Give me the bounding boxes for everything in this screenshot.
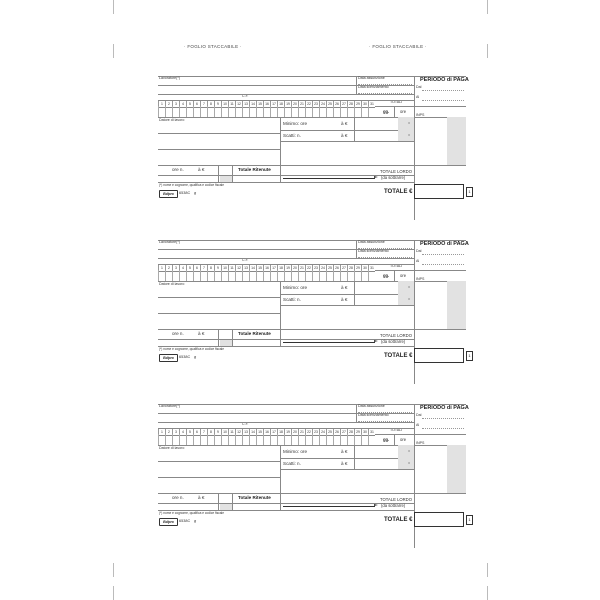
day-cell: 14 bbox=[249, 429, 256, 435]
day-cell: 26 bbox=[333, 101, 340, 107]
day-cell: 1 bbox=[158, 101, 165, 107]
equals-sign: = bbox=[408, 449, 411, 453]
day-cell: 18 bbox=[277, 101, 284, 107]
brand-logo: Edipro bbox=[159, 190, 178, 198]
hours-cell[interactable] bbox=[277, 270, 284, 281]
minimum-hours-label: Minimo: ore bbox=[283, 121, 307, 126]
hours-cell[interactable] bbox=[172, 106, 179, 117]
hours-unit-label: ore bbox=[400, 109, 407, 114]
hours-cell[interactable] bbox=[242, 270, 249, 281]
to-label: Al bbox=[416, 95, 420, 99]
hours-cell[interactable] bbox=[200, 434, 207, 445]
worker-label: Lavoratore(*) bbox=[159, 404, 180, 408]
hours-cell[interactable] bbox=[221, 270, 228, 281]
hours-cell[interactable] bbox=[298, 434, 305, 445]
hours-cell[interactable] bbox=[207, 106, 214, 117]
worker-label: Lavoratore(*) bbox=[159, 76, 180, 80]
day-cell: 17 bbox=[270, 101, 277, 107]
increments-rate-label: à € bbox=[341, 133, 348, 138]
day-cell: 18 bbox=[277, 429, 284, 435]
day-cell: 27 bbox=[340, 101, 347, 107]
crop-mark bbox=[113, 586, 114, 600]
day-cell: 10 bbox=[221, 101, 228, 107]
day-cell: 24 bbox=[319, 101, 326, 107]
day-cell: 15 bbox=[256, 429, 263, 435]
hours-cell[interactable] bbox=[249, 270, 256, 281]
hire-date-label: Data assunzione bbox=[358, 76, 385, 80]
day-cell: 12 bbox=[235, 265, 242, 271]
hours-cell[interactable] bbox=[319, 106, 326, 117]
day-cell: 7 bbox=[200, 101, 207, 107]
day-cell: 30 bbox=[361, 429, 368, 435]
crop-mark bbox=[487, 0, 488, 14]
hours-cell[interactable] bbox=[333, 106, 340, 117]
form-code: 6538C bbox=[179, 191, 191, 195]
day-cell: 28 bbox=[347, 101, 354, 107]
page-number-box bbox=[466, 515, 473, 525]
termination-date-label: Data licenziamento bbox=[358, 85, 389, 89]
subtract-label: (da sottrarre) bbox=[381, 175, 406, 180]
days-unit-label: gg. bbox=[383, 109, 390, 114]
brand-logo: Edipro bbox=[159, 518, 178, 526]
hours-cell[interactable] bbox=[340, 270, 347, 281]
day-cell: 4 bbox=[179, 101, 186, 107]
day-cell: 10 bbox=[221, 429, 228, 435]
increments-label: Scatti: n. bbox=[283, 133, 301, 138]
termination-date-label: Data licenziamento bbox=[358, 413, 389, 417]
form-code-suffix: g bbox=[194, 355, 197, 359]
day-cell: 31 bbox=[368, 429, 375, 435]
gross-total-label: TOTALE LORDO bbox=[380, 169, 412, 174]
hours-cell[interactable] bbox=[200, 270, 207, 281]
hours-cell[interactable] bbox=[361, 434, 368, 445]
day-cell: 3 bbox=[172, 429, 179, 435]
hours-cell[interactable] bbox=[235, 106, 242, 117]
day-cell: 17 bbox=[270, 265, 277, 271]
hours-cell[interactable] bbox=[326, 106, 333, 117]
day-cell: 23 bbox=[312, 265, 319, 271]
increments-label: Scatti: n. bbox=[283, 297, 301, 302]
day-cell: 24 bbox=[319, 265, 326, 271]
hours-cell[interactable] bbox=[305, 270, 312, 281]
hours-count-label: ore n. bbox=[172, 495, 184, 500]
hours-cell[interactable] bbox=[298, 106, 305, 117]
hours-cell[interactable] bbox=[291, 106, 298, 117]
day-cell: 26 bbox=[333, 429, 340, 435]
day-cell: 11 bbox=[228, 429, 235, 435]
day-cell: 5 bbox=[186, 265, 193, 271]
hours-cell[interactable] bbox=[263, 106, 270, 117]
employer-label: Datore di lavoro bbox=[159, 118, 185, 122]
day-cell: 17 bbox=[270, 429, 277, 435]
day-cell: 22 bbox=[305, 101, 312, 107]
net-total-label: TOTALE € bbox=[384, 189, 413, 195]
day-cell: 8 bbox=[207, 429, 214, 435]
hours-cell[interactable] bbox=[354, 434, 361, 445]
hours-cell[interactable] bbox=[158, 434, 165, 445]
day-cell: 13 bbox=[242, 101, 249, 107]
hours-cell[interactable] bbox=[277, 434, 284, 445]
total-deductions-label: Totale Ritenute bbox=[238, 495, 271, 500]
hire-date-label: Data assunzione bbox=[358, 240, 385, 244]
inps-label: INPS bbox=[416, 441, 425, 445]
hours-cell[interactable] bbox=[354, 106, 361, 117]
day-cell: 5 bbox=[186, 429, 193, 435]
day-cell: 4 bbox=[179, 429, 186, 435]
day-cell: 10 bbox=[221, 265, 228, 271]
hours-cell[interactable] bbox=[256, 434, 263, 445]
hours-cell[interactable] bbox=[172, 434, 179, 445]
hours-cell[interactable] bbox=[228, 434, 235, 445]
page-number-box bbox=[466, 187, 473, 197]
form-code-suffix: g bbox=[194, 191, 197, 195]
minimum-hours-label: Minimo: ore bbox=[283, 285, 307, 290]
footnote: (*) nome e cognome, qualifica e codice fiscale bbox=[159, 347, 225, 351]
day-cell: 16 bbox=[263, 101, 270, 107]
day-cell: 14 bbox=[249, 101, 256, 107]
employer-label: Datore di lavoro bbox=[159, 446, 185, 450]
net-total-box[interactable] bbox=[414, 184, 464, 199]
hours-rate-label: à € bbox=[198, 495, 205, 500]
arrow bbox=[283, 506, 375, 507]
hours-cell[interactable] bbox=[221, 106, 228, 117]
termination-date-label: Data licenziamento bbox=[358, 249, 389, 253]
arrow-head bbox=[374, 176, 378, 178]
from-label: Dal bbox=[416, 249, 422, 253]
day-cell: 25 bbox=[326, 429, 333, 435]
day-cell: 21 bbox=[298, 265, 305, 271]
form-code: 6538C bbox=[179, 355, 191, 359]
day-cell: 31 bbox=[368, 265, 375, 271]
crop-mark bbox=[487, 586, 488, 600]
hours-cell[interactable] bbox=[333, 270, 340, 281]
hours-cell[interactable] bbox=[193, 270, 200, 281]
minimum-rate-label: à € bbox=[341, 449, 348, 454]
increments-label: Scatti: n. bbox=[283, 461, 301, 466]
day-cell: 6 bbox=[193, 265, 200, 271]
hours-cell[interactable] bbox=[207, 434, 214, 445]
tear-off-label-right: · FOGLIO STACCABILE · bbox=[369, 44, 427, 49]
arrow bbox=[283, 178, 375, 179]
pay-slip bbox=[158, 402, 471, 552]
day-cell: 2 bbox=[165, 265, 172, 271]
day-cell: 1 bbox=[158, 265, 165, 271]
day-cell: 21 bbox=[298, 429, 305, 435]
day-cell: 23 bbox=[312, 429, 319, 435]
day-cell: 18 bbox=[277, 265, 284, 271]
footnote: (*) nome e cognome, qualifica e codice fiscale bbox=[159, 183, 225, 187]
day-cell: 30 bbox=[361, 265, 368, 271]
day-cell: 21 bbox=[298, 101, 305, 107]
day-cell: 25 bbox=[326, 265, 333, 271]
page-number-box bbox=[466, 351, 473, 361]
hours-cell[interactable] bbox=[165, 106, 172, 117]
day-cell: 2 bbox=[165, 101, 172, 107]
inps-label: INPS bbox=[416, 277, 425, 281]
day-cell: 29 bbox=[354, 101, 361, 107]
day-cell: 22 bbox=[305, 265, 312, 271]
crop-mark bbox=[113, 0, 114, 14]
hours-cell[interactable] bbox=[249, 106, 256, 117]
hours-cell[interactable] bbox=[312, 106, 319, 117]
hours-cell[interactable] bbox=[179, 270, 186, 281]
hours-cell[interactable] bbox=[333, 434, 340, 445]
tax-code-label: C.F. bbox=[242, 422, 249, 426]
hours-cell[interactable] bbox=[284, 434, 291, 445]
from-label: Dal bbox=[416, 413, 422, 417]
tax-code-label: C.F. bbox=[242, 94, 249, 98]
hours-cell[interactable] bbox=[179, 434, 186, 445]
footnote: (*) nome e cognome, qualifica e codice fiscale bbox=[159, 511, 225, 515]
arrow bbox=[283, 342, 375, 343]
day-cell: 26 bbox=[333, 265, 340, 271]
day-cell: 7 bbox=[200, 429, 207, 435]
pay-slip bbox=[158, 238, 471, 388]
tear-off-label-left: · FOGLIO STACCABILE · bbox=[184, 44, 242, 49]
day-cell: 5 bbox=[186, 101, 193, 107]
day-cell: 28 bbox=[347, 429, 354, 435]
hours-cell[interactable] bbox=[284, 270, 291, 281]
hours-cell[interactable] bbox=[214, 106, 221, 117]
day-cell: 2 bbox=[165, 429, 172, 435]
arrow-head bbox=[374, 340, 378, 342]
pay-slip bbox=[158, 74, 471, 224]
days-unit-label: gg. bbox=[383, 437, 390, 442]
day-cell: 9 bbox=[214, 429, 221, 435]
day-cell: 20 bbox=[291, 429, 298, 435]
hours-cell[interactable] bbox=[158, 270, 165, 281]
hours-cell[interactable] bbox=[214, 434, 221, 445]
day-cell: 3 bbox=[172, 101, 179, 107]
hours-cell[interactable] bbox=[228, 270, 235, 281]
hours-cell[interactable] bbox=[347, 434, 354, 445]
hours-cell[interactable] bbox=[186, 434, 193, 445]
hours-cell[interactable] bbox=[179, 106, 186, 117]
hours-cell[interactable] bbox=[291, 270, 298, 281]
hours-cell[interactable] bbox=[165, 434, 172, 445]
hours-cell[interactable] bbox=[291, 434, 298, 445]
minimum-rate-label: à € bbox=[341, 285, 348, 290]
hours-cell[interactable] bbox=[193, 434, 200, 445]
day-cell: 6 bbox=[193, 101, 200, 107]
hours-unit-label: ore bbox=[400, 273, 407, 278]
hours-cell[interactable] bbox=[214, 270, 221, 281]
gross-total-label: TOTALE LORDO bbox=[380, 497, 412, 502]
page-number: 1 bbox=[468, 189, 471, 194]
day-cell: 19 bbox=[284, 101, 291, 107]
day-cell: 30 bbox=[361, 101, 368, 107]
hours-cell[interactable] bbox=[256, 270, 263, 281]
hours-cell[interactable] bbox=[158, 106, 165, 117]
hours-cell[interactable] bbox=[165, 270, 172, 281]
minimum-hours-label: Minimo: ore bbox=[283, 449, 307, 454]
hours-cell[interactable] bbox=[312, 434, 319, 445]
day-cell: 1 bbox=[158, 429, 165, 435]
day-cell: 20 bbox=[291, 265, 298, 271]
days-unit-label: gg. bbox=[383, 273, 390, 278]
hours-count-label: ore n. bbox=[172, 331, 184, 336]
day-cell: 15 bbox=[256, 265, 263, 271]
day-cell: 12 bbox=[235, 101, 242, 107]
hours-cell[interactable] bbox=[305, 434, 312, 445]
brand-logo: Edipro bbox=[159, 354, 178, 362]
hours-count-label: ore n. bbox=[172, 167, 184, 172]
totals-label: TOTALI bbox=[390, 264, 403, 268]
employer-label: Datore di lavoro bbox=[159, 282, 185, 286]
day-cell: 19 bbox=[284, 429, 291, 435]
hours-cell[interactable] bbox=[319, 434, 326, 445]
pay-period-title: PERIODO di PAGA bbox=[420, 405, 469, 411]
hours-cell[interactable] bbox=[361, 106, 368, 117]
hours-cell[interactable] bbox=[221, 434, 228, 445]
hours-cell[interactable] bbox=[228, 106, 235, 117]
hours-cell[interactable] bbox=[270, 434, 277, 445]
minimum-rate-label: à € bbox=[341, 121, 348, 126]
crop-mark bbox=[113, 44, 114, 58]
crop-mark bbox=[113, 563, 114, 577]
inps-label: INPS bbox=[416, 113, 425, 117]
day-cell: 14 bbox=[249, 265, 256, 271]
day-cell: 13 bbox=[242, 265, 249, 271]
equals-sign: = bbox=[408, 285, 411, 289]
equals-sign: = bbox=[408, 461, 411, 465]
total-deductions-label: Totale Ritenute bbox=[238, 331, 271, 336]
hours-cell[interactable] bbox=[186, 270, 193, 281]
pay-period-title: PERIODO di PAGA bbox=[420, 77, 469, 83]
hours-cell[interactable] bbox=[347, 270, 354, 281]
hours-cell[interactable] bbox=[235, 270, 242, 281]
day-cell: 4 bbox=[179, 265, 186, 271]
hours-cell[interactable] bbox=[193, 106, 200, 117]
form-code: 6538C bbox=[179, 519, 191, 523]
day-cell: 9 bbox=[214, 101, 221, 107]
hours-cell[interactable] bbox=[284, 106, 291, 117]
hours-cell[interactable] bbox=[340, 106, 347, 117]
day-cell: 3 bbox=[172, 265, 179, 271]
hours-cell[interactable] bbox=[263, 270, 270, 281]
day-cell: 19 bbox=[284, 265, 291, 271]
hours-cell[interactable] bbox=[207, 270, 214, 281]
from-label: Dal bbox=[416, 85, 422, 89]
hours-cell[interactable] bbox=[270, 270, 277, 281]
day-cell: 12 bbox=[235, 429, 242, 435]
page-number: 1 bbox=[468, 353, 471, 358]
hours-unit-label: ore bbox=[400, 437, 407, 442]
hours-cell[interactable] bbox=[235, 434, 242, 445]
hire-date-label: Data assunzione bbox=[358, 404, 385, 408]
subtract-label: (da sottrarre) bbox=[381, 339, 406, 344]
hours-rate-label: à € bbox=[198, 331, 205, 336]
day-cell: 8 bbox=[207, 101, 214, 107]
day-cell: 24 bbox=[319, 429, 326, 435]
hours-cell[interactable] bbox=[305, 106, 312, 117]
subtract-label: (da sottrarre) bbox=[381, 503, 406, 508]
day-cell: 7 bbox=[200, 265, 207, 271]
arrow-head bbox=[374, 504, 378, 506]
net-total-label: TOTALE € bbox=[384, 353, 413, 359]
day-cell: 23 bbox=[312, 101, 319, 107]
form-code-suffix: g bbox=[194, 519, 197, 523]
totals-label: TOTALI bbox=[390, 100, 403, 104]
gross-total-label: TOTALE LORDO bbox=[380, 333, 412, 338]
hours-cell[interactable] bbox=[368, 106, 375, 117]
day-cell: 28 bbox=[347, 265, 354, 271]
net-total-box[interactable] bbox=[414, 512, 464, 527]
to-label: Al bbox=[416, 423, 420, 427]
increments-rate-label: à € bbox=[341, 297, 348, 302]
hours-rate-label: à € bbox=[198, 167, 205, 172]
hours-cell[interactable] bbox=[326, 270, 333, 281]
net-total-label: TOTALE € bbox=[384, 517, 413, 523]
hours-cell[interactable] bbox=[340, 434, 347, 445]
day-cell: 16 bbox=[263, 429, 270, 435]
increments-rate-label: à € bbox=[341, 461, 348, 466]
hours-cell[interactable] bbox=[186, 106, 193, 117]
hours-cell[interactable] bbox=[242, 434, 249, 445]
hours-cell[interactable] bbox=[319, 270, 326, 281]
day-cell: 16 bbox=[263, 265, 270, 271]
hours-cell[interactable] bbox=[361, 270, 368, 281]
crop-mark bbox=[487, 44, 488, 58]
day-cell: 31 bbox=[368, 101, 375, 107]
hours-cell[interactable] bbox=[312, 270, 319, 281]
hours-cell[interactable] bbox=[347, 106, 354, 117]
hours-cell[interactable] bbox=[326, 434, 333, 445]
day-cell: 9 bbox=[214, 265, 221, 271]
hours-cell[interactable] bbox=[368, 434, 375, 445]
worker-label: Lavoratore(*) bbox=[159, 240, 180, 244]
crop-mark bbox=[487, 563, 488, 577]
hours-cell[interactable] bbox=[263, 434, 270, 445]
hours-cell[interactable] bbox=[249, 434, 256, 445]
day-cell: 29 bbox=[354, 429, 361, 435]
hours-cell[interactable] bbox=[368, 270, 375, 281]
hours-cell[interactable] bbox=[298, 270, 305, 281]
day-cell: 15 bbox=[256, 101, 263, 107]
day-cell: 8 bbox=[207, 265, 214, 271]
hours-cell[interactable] bbox=[277, 106, 284, 117]
equals-sign: = bbox=[408, 297, 411, 301]
hours-cell[interactable] bbox=[270, 106, 277, 117]
day-cell: 27 bbox=[340, 265, 347, 271]
hours-cell[interactable] bbox=[200, 106, 207, 117]
pay-period-title: PERIODO di PAGA bbox=[420, 241, 469, 247]
hours-cell[interactable] bbox=[354, 270, 361, 281]
hours-cell[interactable] bbox=[242, 106, 249, 117]
net-total-box[interactable] bbox=[414, 348, 464, 363]
day-cell: 13 bbox=[242, 429, 249, 435]
tax-code-label: C.F. bbox=[242, 258, 249, 262]
page-number: 1 bbox=[468, 517, 471, 522]
day-cell: 20 bbox=[291, 101, 298, 107]
day-cell: 6 bbox=[193, 429, 200, 435]
to-label: Al bbox=[416, 259, 420, 263]
day-cell: 11 bbox=[228, 101, 235, 107]
day-cell: 29 bbox=[354, 265, 361, 271]
hours-cell[interactable] bbox=[256, 106, 263, 117]
hours-cell[interactable] bbox=[172, 270, 179, 281]
equals-sign: = bbox=[408, 133, 411, 137]
day-cell: 22 bbox=[305, 429, 312, 435]
totals-label: TOTALI bbox=[390, 428, 403, 432]
total-deductions-label: Totale Ritenute bbox=[238, 167, 271, 172]
day-cell: 25 bbox=[326, 101, 333, 107]
day-cell: 11 bbox=[228, 265, 235, 271]
equals-sign: = bbox=[408, 121, 411, 125]
day-cell: 27 bbox=[340, 429, 347, 435]
